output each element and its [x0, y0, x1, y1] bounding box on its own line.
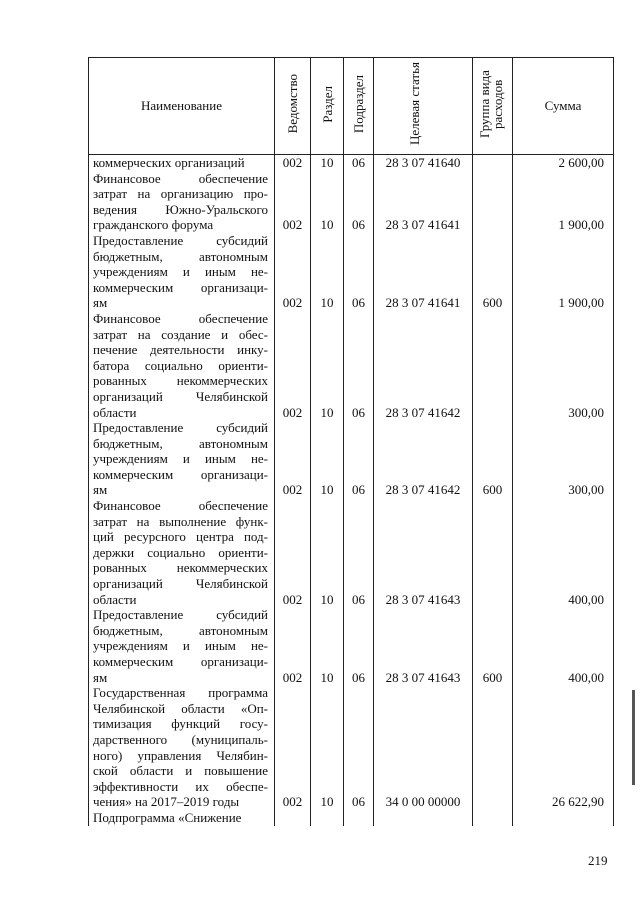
row-sum: 1 900,00	[513, 171, 614, 233]
name-line: ного) управления Челябин-	[93, 747, 268, 763]
row-section: 10	[311, 498, 344, 607]
row-subsection: 06	[344, 233, 374, 311]
name-line: Финансовое обеспечение	[93, 170, 268, 186]
name-line: держки социально ориенти-	[93, 544, 268, 560]
page-number: 219	[588, 853, 608, 868]
scan-edge-mark	[632, 690, 635, 785]
name-line: Финансовое обеспечение	[93, 310, 268, 326]
name-line: эффективности их обеспе-	[93, 778, 268, 794]
table-row	[89, 810, 614, 826]
row-section: 10	[311, 311, 344, 420]
name-line: бюджетным, автономным	[93, 248, 268, 264]
table-header-row	[89, 58, 614, 155]
row-name	[89, 155, 275, 171]
header-section: Раздел	[311, 58, 344, 155]
row-name	[89, 233, 275, 311]
name-line: бюджетным, автономным	[93, 622, 268, 638]
row-ministry	[275, 810, 311, 826]
row-ministry: 002	[275, 498, 311, 607]
name-line: рованных некоммерческих	[93, 373, 268, 389]
row-section: 10	[311, 155, 344, 171]
row-section: 10	[311, 607, 344, 685]
row-name	[89, 685, 275, 810]
name-line: рованных некоммерческих	[93, 560, 268, 576]
row-target: 28 3 07 41642	[374, 311, 473, 420]
name-line: коммерческим организаци-	[93, 279, 268, 295]
row-ministry: 002	[275, 171, 311, 233]
budget-table-container	[88, 57, 613, 826]
row-sum: 26 622,90	[513, 685, 614, 810]
name-line: Челябинской области «Оп-	[93, 700, 268, 716]
row-group	[473, 685, 513, 810]
name-line: затрат на создание и обес-	[93, 326, 268, 342]
name-line: чения» на 2017–2019 годы	[93, 794, 240, 810]
row-ministry: 002	[275, 311, 311, 420]
name-line: ям	[93, 669, 108, 685]
name-line: тимизация функций госу-	[93, 716, 268, 732]
row-sum: 400,00	[513, 498, 614, 607]
name-line: ям	[93, 482, 108, 498]
row-subsection: 06	[344, 607, 374, 685]
table-row	[89, 233, 614, 311]
name-line: дарственного (муниципаль-	[93, 731, 268, 747]
name-line: ведения Южно-Уральского	[93, 201, 268, 217]
row-target: 28 3 07 41641	[374, 171, 473, 233]
table-row	[89, 171, 614, 233]
name-line: гражданского форума	[93, 217, 214, 233]
name-line: Государственная программа	[93, 685, 268, 701]
row-group: 600	[473, 420, 513, 498]
name-line: учреждениям и иным не-	[93, 638, 268, 654]
name-line: бюджетным, автономным	[93, 435, 268, 451]
name-line: ций ресурсного центра под-	[93, 529, 268, 545]
row-subsection: 06	[344, 171, 374, 233]
name-line: Финансовое обеспечение	[93, 498, 268, 514]
table-row	[89, 420, 614, 498]
name-line: затрат на выполнение функ-	[93, 513, 268, 529]
header-subsection: Подраздел	[344, 58, 374, 155]
name-line: ям	[93, 295, 108, 311]
name-line: Предоставление субсидий	[93, 232, 268, 248]
row-section: 10	[311, 685, 344, 810]
row-target	[374, 810, 473, 826]
header-ministry: Ведомство	[275, 58, 311, 155]
name-line: области	[93, 404, 137, 420]
table-row	[89, 311, 614, 420]
row-target: 28 3 07 41643	[374, 498, 473, 607]
row-name	[89, 810, 275, 826]
row-group	[473, 498, 513, 607]
row-subsection: 06	[344, 155, 374, 171]
row-group: 600	[473, 607, 513, 685]
row-sum: 300,00	[513, 311, 614, 420]
row-ministry: 002	[275, 607, 311, 685]
name-line: учреждениям и иным не-	[93, 451, 268, 467]
name-line: батора социально ориенти-	[93, 357, 268, 373]
row-group	[473, 810, 513, 826]
budget-table	[88, 57, 614, 826]
row-sum	[513, 810, 614, 826]
row-target: 28 3 07 41642	[374, 420, 473, 498]
name-line: организаций Челябинской	[93, 576, 268, 592]
row-target: 28 3 07 41640	[374, 155, 473, 171]
header-name: Наименование	[89, 58, 275, 155]
row-sum: 1 900,00	[513, 233, 614, 311]
row-section: 10	[311, 420, 344, 498]
row-ministry: 002	[275, 155, 311, 171]
row-name	[89, 420, 275, 498]
table-row	[89, 607, 614, 685]
row-subsection: 06	[344, 420, 374, 498]
name-line: Предоставление субсидий	[93, 607, 268, 623]
name-line: организаций Челябинской	[93, 388, 268, 404]
name-line: ской области и повышение	[93, 763, 268, 779]
name-line: коммерческих организаций	[93, 155, 245, 170]
row-group: 600	[473, 233, 513, 311]
row-name	[89, 498, 275, 607]
table-row	[89, 685, 614, 810]
row-target: 34 0 00 00000	[374, 685, 473, 810]
table-row	[89, 498, 614, 607]
header-group: Группа вида расходов	[473, 58, 513, 155]
row-group	[473, 155, 513, 171]
name-line: Предоставление субсидий	[93, 420, 268, 436]
row-group	[473, 171, 513, 233]
row-name	[89, 171, 275, 233]
table-row	[89, 155, 614, 171]
header-target: Целевая статья	[374, 58, 473, 155]
row-subsection: 06	[344, 498, 374, 607]
header-sum: Сумма	[513, 58, 614, 155]
row-subsection: 06	[344, 685, 374, 810]
name-line: Подпрограмма «Снижение	[93, 809, 242, 825]
row-ministry: 002	[275, 233, 311, 311]
row-subsection: 06	[344, 311, 374, 420]
row-sum: 2 600,00	[513, 155, 614, 171]
row-ministry: 002	[275, 420, 311, 498]
row-group	[473, 311, 513, 420]
name-line: печение деятельности инку-	[93, 342, 268, 358]
row-section: 10	[311, 171, 344, 233]
row-section	[311, 810, 344, 826]
name-line: области	[93, 591, 137, 607]
row-target: 28 3 07 41641	[374, 233, 473, 311]
table-body	[89, 155, 614, 826]
row-sum: 300,00	[513, 420, 614, 498]
row-sum: 400,00	[513, 607, 614, 685]
row-subsection	[344, 810, 374, 826]
row-name	[89, 607, 275, 685]
row-target: 28 3 07 41643	[374, 607, 473, 685]
row-name	[89, 311, 275, 420]
name-line: затрат на организацию про-	[93, 186, 268, 202]
name-line: коммерческим организаци-	[93, 654, 268, 669]
row-section: 10	[311, 233, 344, 311]
name-line: учреждениям и иным не-	[93, 264, 268, 280]
row-ministry: 002	[275, 685, 311, 810]
name-line: коммерческим организаци-	[93, 466, 268, 482]
